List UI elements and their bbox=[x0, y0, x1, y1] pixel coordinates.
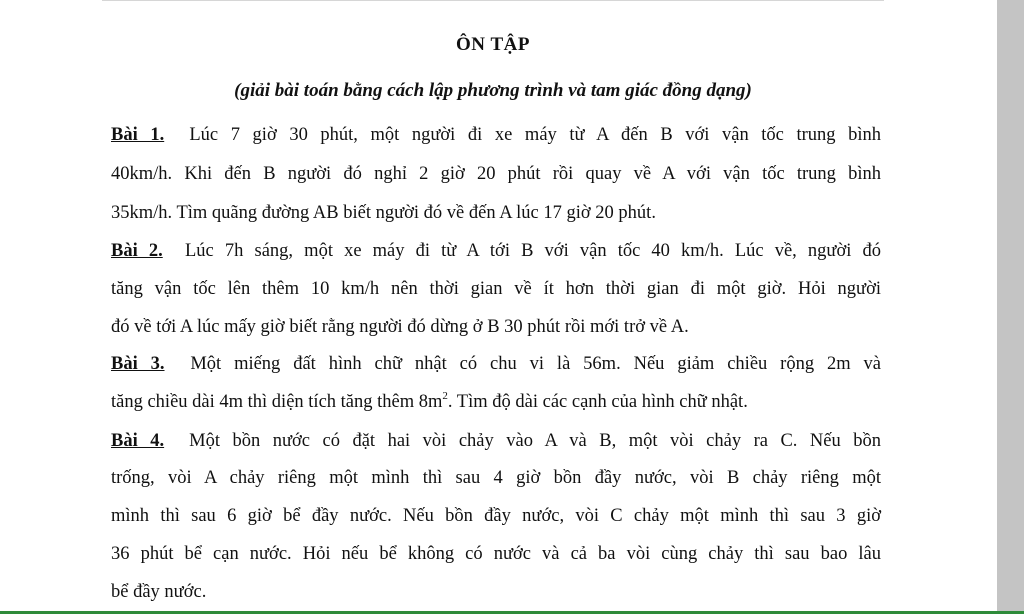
document-subtitle: (giải bài toán bằng cách lập phương trình và tam giác đồng dạng) bbox=[234, 80, 752, 101]
problem-3-text: Một miếng đất hình chữ nhật có chu vi là 56m. Nếu giảm chiều rộng 2m và bbox=[190, 354, 882, 374]
problem-4-line-4: 36 phút bể cạn nước. Hỏi nếu bể không có nước và cả ba vòi cùng chảy thì sau bao lâu bbox=[111, 544, 881, 564]
problem-2-label: Bài 2. bbox=[111, 241, 163, 261]
problem-2-line-2: tăng vận tốc lên thêm 10 km/h nên thời gian về ít hơn thời gian đi một giờ. Hỏi người bbox=[111, 279, 881, 299]
problem-1-line-2: 40km/h. Khi đến B người đó nghỉ 2 giờ 20 phút rồi quay về A với vận tốc trung bình bbox=[111, 164, 881, 184]
document-page bbox=[102, 0, 884, 614]
problem-4-line-5: bể đầy nước. bbox=[111, 582, 207, 602]
problem-3-line-2-text: tăng chiều dài 4m thì diện tích tăng thêm 8m bbox=[111, 392, 443, 412]
squared-superscript: 2 bbox=[442, 390, 448, 402]
problem-1-text: Lúc 7 giờ 30 phút, một người đi xe máy từ A đến B với vận tốc trung bình bbox=[189, 125, 882, 145]
problem-2-line-1 bbox=[111, 241, 881, 262]
problem-4-line-2: trống, vòi A chảy riêng một mình thì sau 4 giờ bồn đầy nước, vòi B chảy riêng một bbox=[111, 468, 881, 488]
problem-4-line-1 bbox=[111, 431, 881, 452]
problem-2-line-3: đó về tới A lúc mấy giờ biết rằng người đó dừng ở B 30 phút rồi mới trở về A. bbox=[111, 317, 689, 337]
problem-1-line-3: 35km/h. Tìm quãng đường AB biết người đó về đến A lúc 17 giờ 20 phút. bbox=[111, 203, 656, 223]
problem-3-line-2 bbox=[111, 392, 881, 413]
problem-3-line-1 bbox=[111, 354, 881, 375]
problem-4-label: Bài 4. bbox=[111, 431, 165, 451]
problem-2-text: Lúc 7h sáng, một xe máy đi từ A tới B với vận tốc 40 km/h. Lúc về, người đó bbox=[185, 241, 882, 261]
problem-3-line-2-rest: . Tìm độ dài các cạnh của hình chữ nhật. bbox=[447, 392, 748, 412]
problem-1-line-1 bbox=[111, 125, 881, 146]
scrollbar-gutter[interactable] bbox=[997, 0, 1024, 614]
problem-3-label: Bài 3. bbox=[111, 354, 165, 374]
problem-1-label: Bài 1. bbox=[111, 125, 165, 145]
problem-4-line-3: mình thì sau 6 giờ bể đầy nước. Nếu bồn đầy nước, vòi C chảy một mình thì sau 3 giờ bbox=[111, 506, 881, 526]
problem-4-text: Một bồn nước có đặt hai vòi chảy vào A và B, một vòi chảy ra C. Nếu bồn bbox=[189, 431, 881, 451]
document-title: ÔN TẬP bbox=[456, 34, 530, 55]
